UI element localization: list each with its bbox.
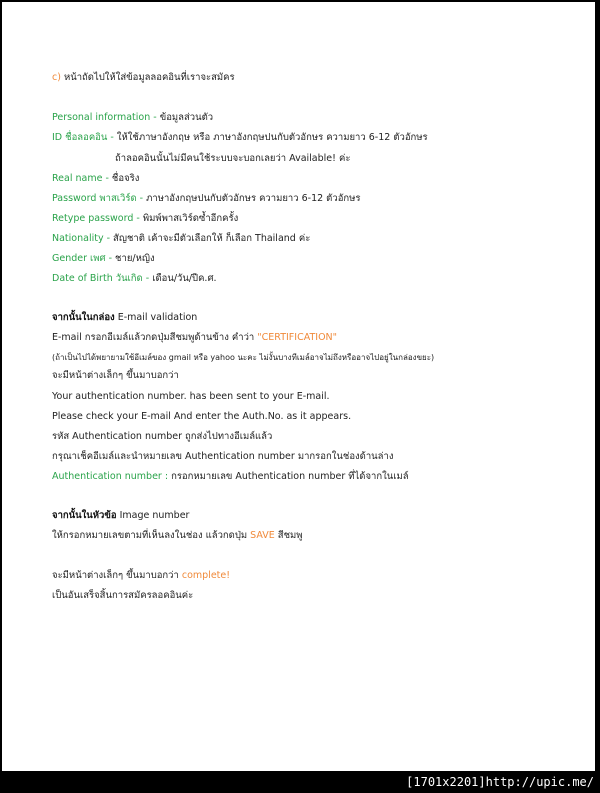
email-heading-rest: E-mail validation	[114, 312, 198, 323]
complete-highlight: complete!	[181, 570, 231, 581]
email-line-3: จะมีหน้าต่างเล็กๆ ขึ้นมาบอกว่า	[52, 370, 179, 381]
save-highlight: SAVE	[250, 530, 275, 541]
id-login-text: ให้ใช้ภาษาอังกฤษ หรือ ภาษาอังกฤษปนกับตัวอักษร ความยาว 6-12 ตัวอักษร	[116, 132, 428, 143]
document-sheet	[2, 2, 595, 771]
email-heading-bold: จากนั้นในกล่อง	[52, 312, 115, 323]
retype-password-line	[52, 213, 238, 225]
step-c-marker: c)	[52, 72, 61, 83]
dob-label: Date of Birth วันเกิด -	[52, 273, 153, 284]
password-line	[52, 193, 361, 205]
dob-text: เดือน/วัน/ปีค.ศ.	[152, 273, 217, 284]
complete-line-1-text: จะมีหน้าต่างเล็กๆ ขึ้นมาบอกว่า	[52, 570, 182, 581]
id-login-line	[52, 132, 428, 144]
image-heading-bold: จากนั้นในหัวข้อ	[52, 510, 117, 521]
dob-line	[52, 273, 217, 285]
auth-number-label: Authentication number :	[52, 471, 172, 482]
email-line-5: Please check your E-mail And enter the Auth.No. as it appears.	[52, 411, 352, 422]
password-label: Password พาสเวิร์ด -	[52, 193, 147, 204]
image-footer-watermark: [1701x2201]http://upic.me/	[406, 775, 594, 789]
image-line-1-text: ให้กรอกหมายเลขตามที่เห็นลงในช่อง แล้วกดปุ่ม	[52, 530, 251, 541]
step-c-text: หน้าถัดไปให้ใส่ข้อมูลลอคอินที่เราจะสมัคร	[63, 72, 235, 83]
auth-number-text: กรอกหมายเลข Authentication number ที่ได้จากในเมล์	[171, 471, 409, 482]
real-name-label: Real name -	[52, 173, 112, 184]
image-heading-rest: Image number	[116, 510, 190, 521]
real-name-text: ชื่อจริง	[111, 173, 140, 184]
email-line-7: กรุณาเช็คอีเมล์และนำหมายเลข Authentication number มากรอกในช่องด้านล่าง	[52, 451, 394, 462]
auth-number-line	[52, 471, 409, 483]
email-line-6: รหัส Authentication number ถูกส่งไปทางอีเมล์แล้ว	[52, 431, 273, 442]
step-c-line	[52, 72, 235, 84]
nationality-text: สัญชาติ เค้าจะมีตัวเลือกให้ ก็เลือก Thailand ค่ะ	[113, 233, 311, 244]
retype-password-label: Retype password -	[52, 213, 143, 224]
real-name-line	[52, 173, 139, 185]
email-line-1	[52, 332, 337, 344]
certification-highlight: "CERTIFICATION"	[257, 332, 338, 343]
id-login-note: ถ้าลอคอินนั้นไม่มีคนใช้ระบบจะบอกเลยว่า Available! ค่ะ	[115, 153, 351, 164]
retype-password-text: พิมพ์พาสเวิร์ดซ้ำอีกครั้ง	[142, 213, 239, 224]
nationality-label: Nationality -	[52, 233, 114, 244]
complete-line-2: เป็นอันเสร็จสิ้นการสมัครลอคอินค่ะ	[52, 590, 194, 601]
gender-line	[52, 253, 155, 265]
password-text: ภาษาอังกฤษปนกับตัวอักษร ความยาว 6-12 ตัวอักษร	[146, 193, 361, 204]
image-line-1-end: สีชมพู	[274, 530, 303, 541]
email-line-1-text: E-mail กรอกอีเมล์แล้วกดปุ่มสีชมพูด้านข้าง คำว่า	[52, 332, 258, 343]
nationality-line	[52, 233, 310, 245]
personal-info-line	[52, 112, 213, 124]
email-line-4: Your authentication number. has been sent to your E-mail.	[52, 391, 330, 402]
complete-line-1	[52, 570, 230, 582]
personal-info-label: Personal information -	[52, 112, 160, 123]
image-line-1	[52, 530, 303, 542]
personal-info-text: ข้อมูลส่วนตัว	[159, 112, 214, 123]
email-section-heading	[52, 312, 197, 324]
email-line-2: (ถ้าเป็นไปได้พยายามใช้อีเมล์ของ gmail หรือ yahoo นะคะ ไม่งั้นบางทีเมล์อาจไม่ถึงหรืออาจไปอยู่ในกล่องขยะ)	[52, 353, 435, 362]
id-login-label: ID ชื่อลอคอิน -	[52, 132, 117, 143]
gender-text: ชาย/หญิง	[115, 253, 155, 264]
image-section-heading	[52, 510, 189, 522]
gender-label: Gender เพศ -	[52, 253, 116, 264]
